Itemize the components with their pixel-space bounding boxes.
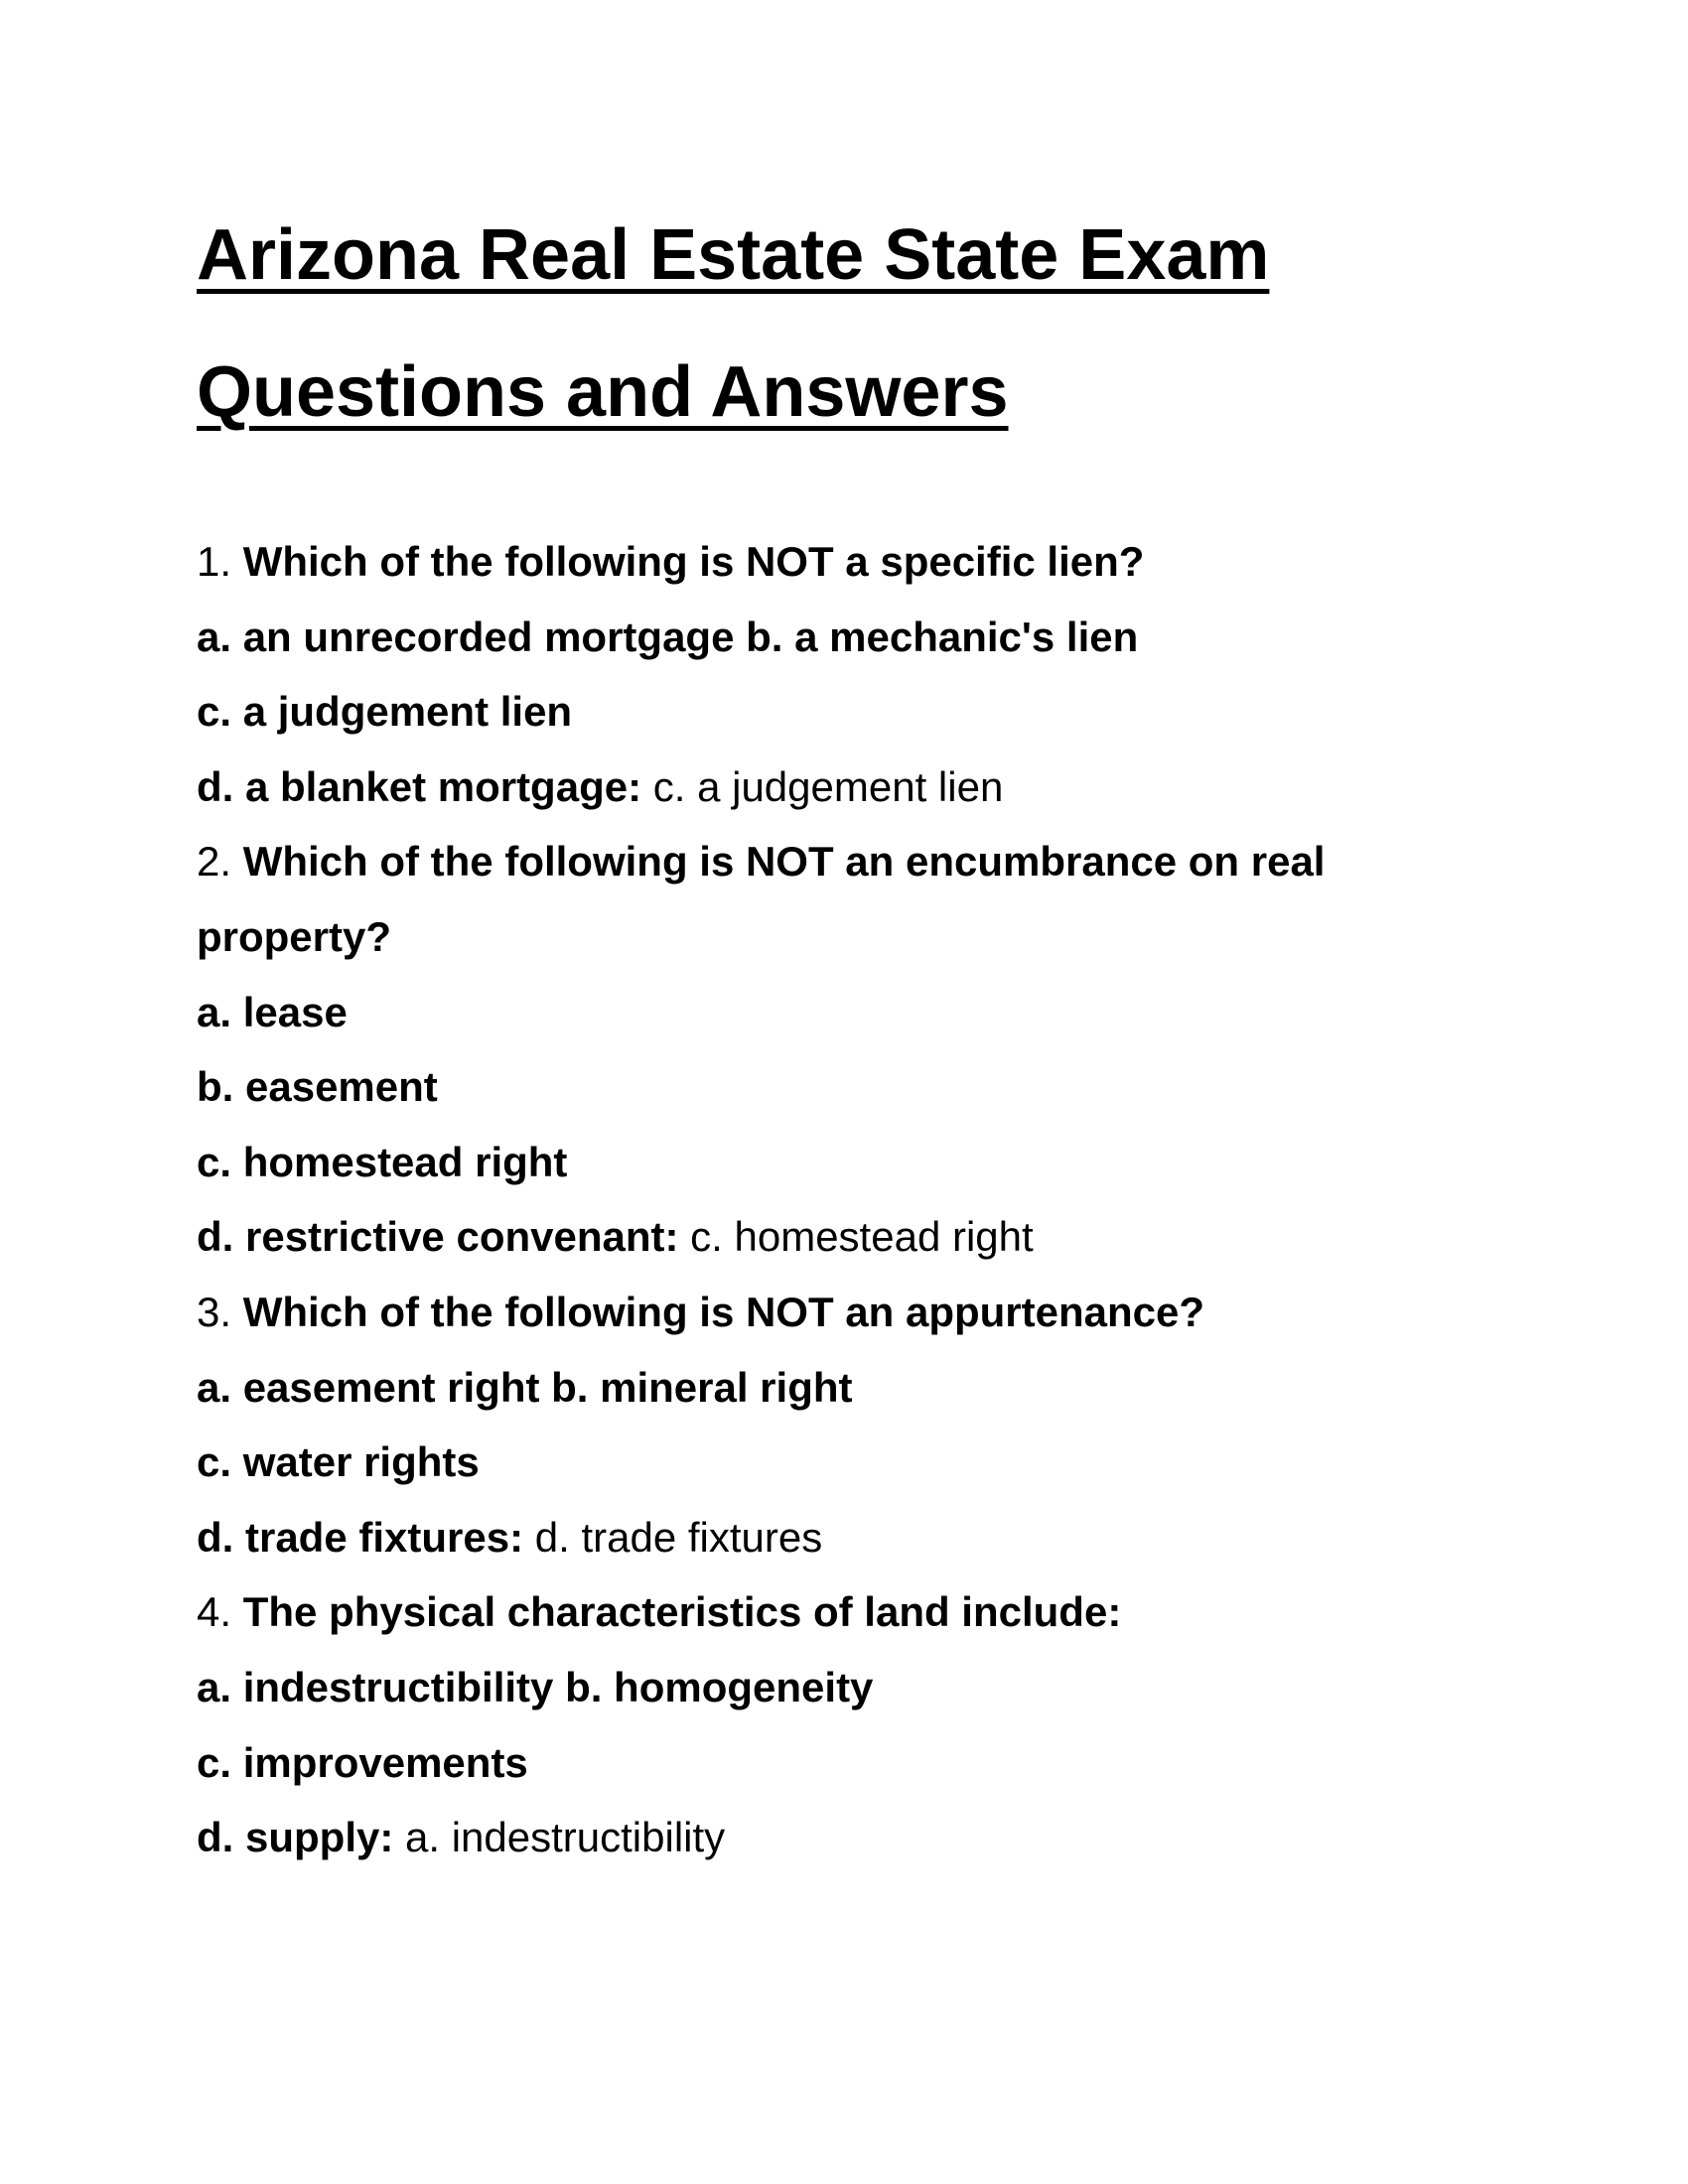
question-text: The physical characteristics of land include: xyxy=(242,1588,1122,1636)
question-4-options-ab: a. indestructibility b. homogeneity xyxy=(197,1663,874,1710)
title-line-1: Arizona Real Estate State Exam xyxy=(197,215,1270,295)
question-1-option-d xyxy=(197,750,1487,825)
option-d-text: d. supply: xyxy=(197,1814,394,1861)
question-4 xyxy=(197,1574,1487,1650)
answer-text: a. indestructibility xyxy=(405,1814,726,1861)
question-2 xyxy=(197,824,1487,899)
page-title xyxy=(197,187,1487,461)
answer-text: c. a judgement lien xyxy=(652,762,1004,810)
option-d-text: d. restrictive convenant: xyxy=(197,1213,679,1261)
question-number: 2. xyxy=(197,838,232,886)
questions-list xyxy=(197,524,1487,1875)
option-d-text: d. trade fixtures: xyxy=(197,1513,524,1561)
question-4-option-d xyxy=(197,1800,1487,1875)
question-3-options-ab: a. easement right b. mineral right xyxy=(197,1363,853,1411)
question-4-option-c: c. improvements xyxy=(197,1738,528,1786)
question-number: 4. xyxy=(197,1588,232,1636)
title-line-2: Questions and Answers xyxy=(197,352,1009,432)
question-text: Which of the following is NOT a specific lien? xyxy=(242,538,1145,585)
question-text: Which of the following is NOT an appurtenance? xyxy=(242,1288,1205,1335)
question-number: 3. xyxy=(197,1288,232,1335)
question-3-option-c: c. water rights xyxy=(197,1438,480,1486)
question-2-option-c: c. homestead right xyxy=(197,1138,568,1185)
question-3-option-d xyxy=(197,1500,1487,1575)
answer-text: c. homestead right xyxy=(690,1213,1034,1261)
option-d-text: d. a blanket mortgage: xyxy=(197,762,642,810)
question-text: Which of the following is NOT an encumbrance on real xyxy=(242,838,1326,886)
question-3 xyxy=(197,1275,1487,1350)
question-2-option-b: b. easement xyxy=(197,1063,438,1111)
answer-text: d. trade fixtures xyxy=(534,1513,823,1561)
question-1-options-ab: a. an unrecorded mortgage b. a mechanic's lien xyxy=(197,613,1139,660)
question-2-continued: property? xyxy=(197,912,392,960)
question-1-option-c: c. a judgement lien xyxy=(197,688,573,736)
question-number: 1. xyxy=(197,538,232,585)
question-1 xyxy=(197,524,1487,600)
question-2-option-a: a. lease xyxy=(197,988,348,1035)
question-2-option-d xyxy=(197,1199,1487,1275)
